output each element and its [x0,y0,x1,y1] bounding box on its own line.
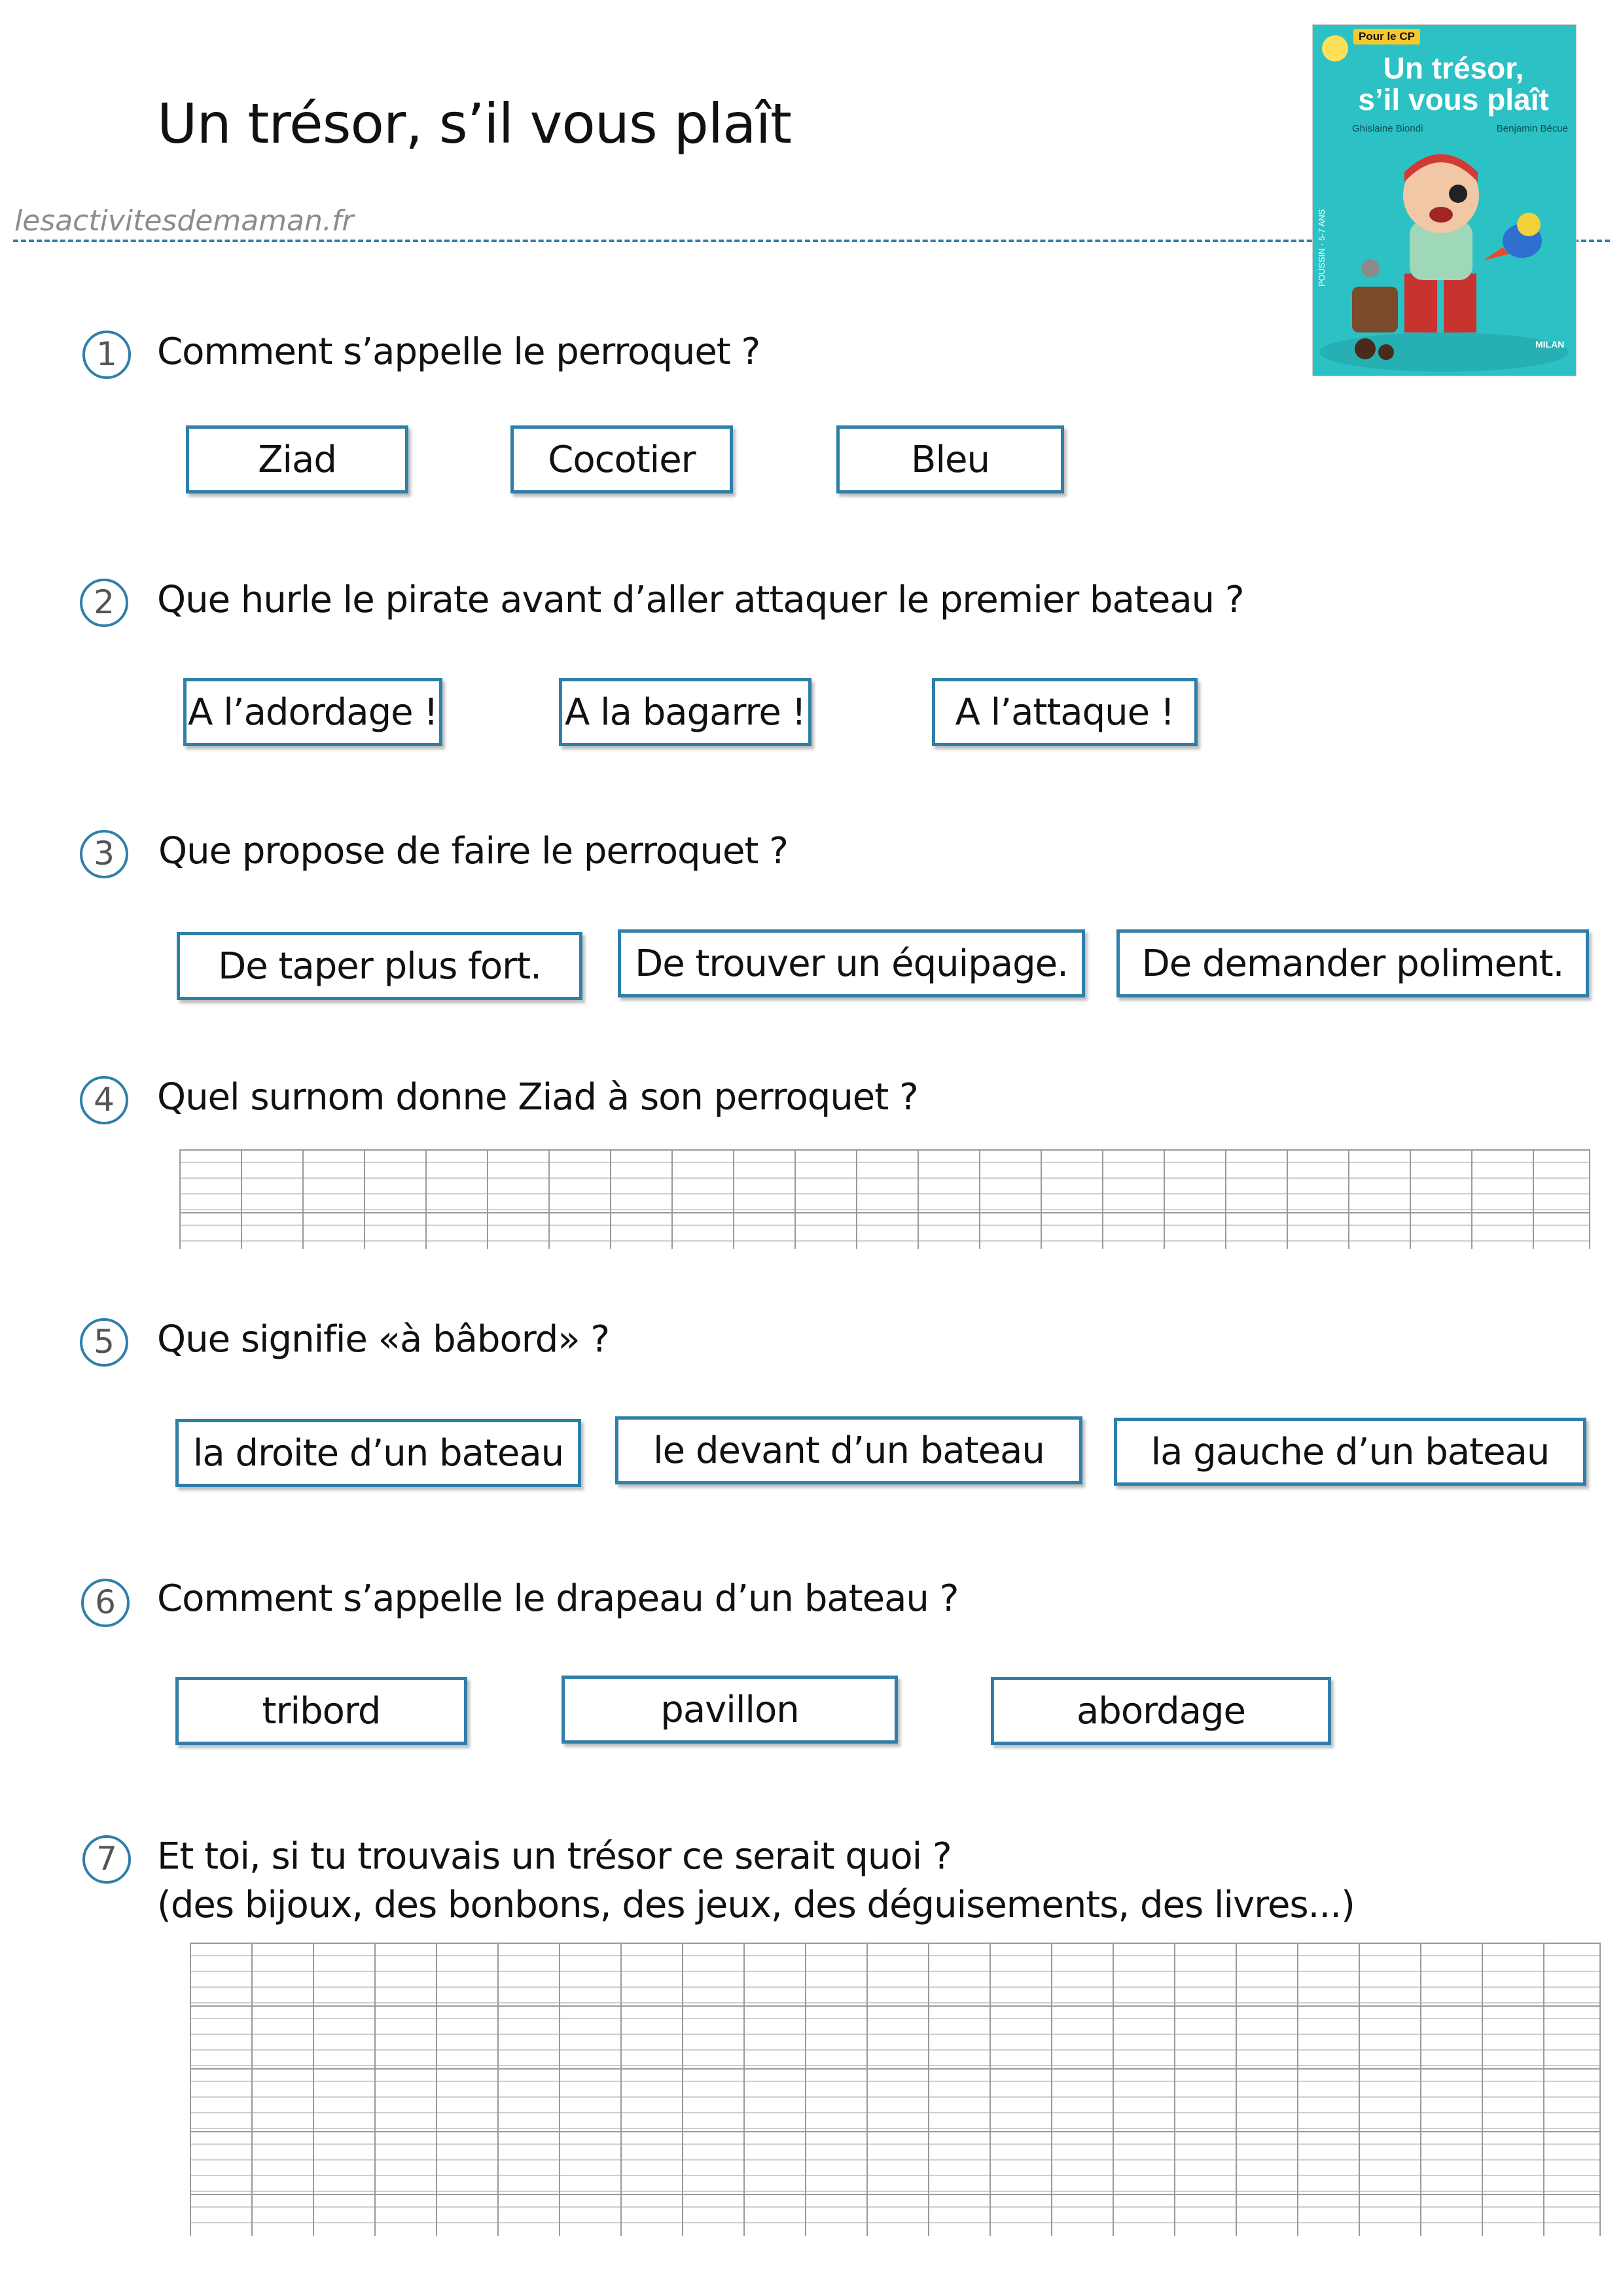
answer-choice[interactable]: la droite d’un bateau [175,1419,581,1487]
answer-choice[interactable]: Ziad [186,425,408,493]
question-text: Quel surnom donne Ziad à son perroquet ? [157,1076,918,1119]
question-text: Comment s’appelle le perroquet ? [157,331,760,373]
book-cover [1313,25,1576,376]
cover-author-2: Benjamin Bécue [1496,123,1568,134]
writing-lines[interactable] [190,1943,1601,2236]
website-watermark: lesactivitesdemaman.fr [14,204,354,238]
cover-title [1339,52,1568,115]
cover-spine: POUSSIN · 5-7 ANS [1317,209,1327,287]
question-number: 5 [80,1318,128,1367]
answer-choice[interactable]: abordage [991,1677,1331,1745]
cover-badge: Pour le CP [1353,29,1420,45]
cover-title-line2: s’il vous plaît [1358,82,1549,117]
answer-choice[interactable]: la gauche d’un bateau [1114,1418,1586,1486]
question-text: Que hurle le pirate avant d’aller attaquer le premier bateau ? [157,579,1244,621]
question-number: 4 [80,1076,128,1124]
answer-choice[interactable]: pavillon [562,1676,898,1744]
question-text-line1: Et toi, si tu trouvais un trésor ce serait quoi ? [157,1835,952,1878]
page-title: Un trésor, s’il vous plaît [157,92,791,156]
question-text [157,1833,1355,1929]
question-text: Comment s’appelle le drapeau d’un bateau ? [157,1577,959,1620]
question-number: 3 [80,830,128,878]
question-text: Que propose de faire le perroquet ? [158,830,788,872]
cover-title-line1: Un trésor, [1383,51,1524,85]
publisher-logo: MILAN [1535,339,1565,350]
question-text: Que signifie «à bâbord» ? [157,1318,610,1361]
question-text-line2: (des bijoux, des bonbons, des jeux, des déguisements, des livres...) [157,1884,1355,1926]
writing-lines[interactable] [179,1149,1590,1249]
question-number: 1 [82,331,131,379]
answer-choice[interactable]: De demander poliment. [1116,929,1589,997]
answer-choice[interactable]: De taper plus fort. [177,932,582,1000]
answer-choice[interactable]: Cocotier [510,425,733,493]
question-number: 7 [82,1835,131,1884]
question-number: 6 [81,1579,130,1627]
answer-choice[interactable]: A l’attaque ! [932,678,1198,746]
answer-choice[interactable]: De trouver un équipage. [618,929,1085,997]
answer-choice[interactable]: A l’adordage ! [183,678,442,746]
question-number: 2 [80,579,128,627]
answer-choice[interactable]: A la bagarre ! [559,678,812,746]
answer-choice[interactable]: Bleu [836,425,1064,493]
answer-choice[interactable]: tribord [175,1677,467,1745]
answer-choice[interactable]: le devant d’un bateau [615,1416,1082,1484]
cover-author-1: Ghislaine Biondi [1352,123,1423,134]
cover-authors [1352,123,1568,134]
